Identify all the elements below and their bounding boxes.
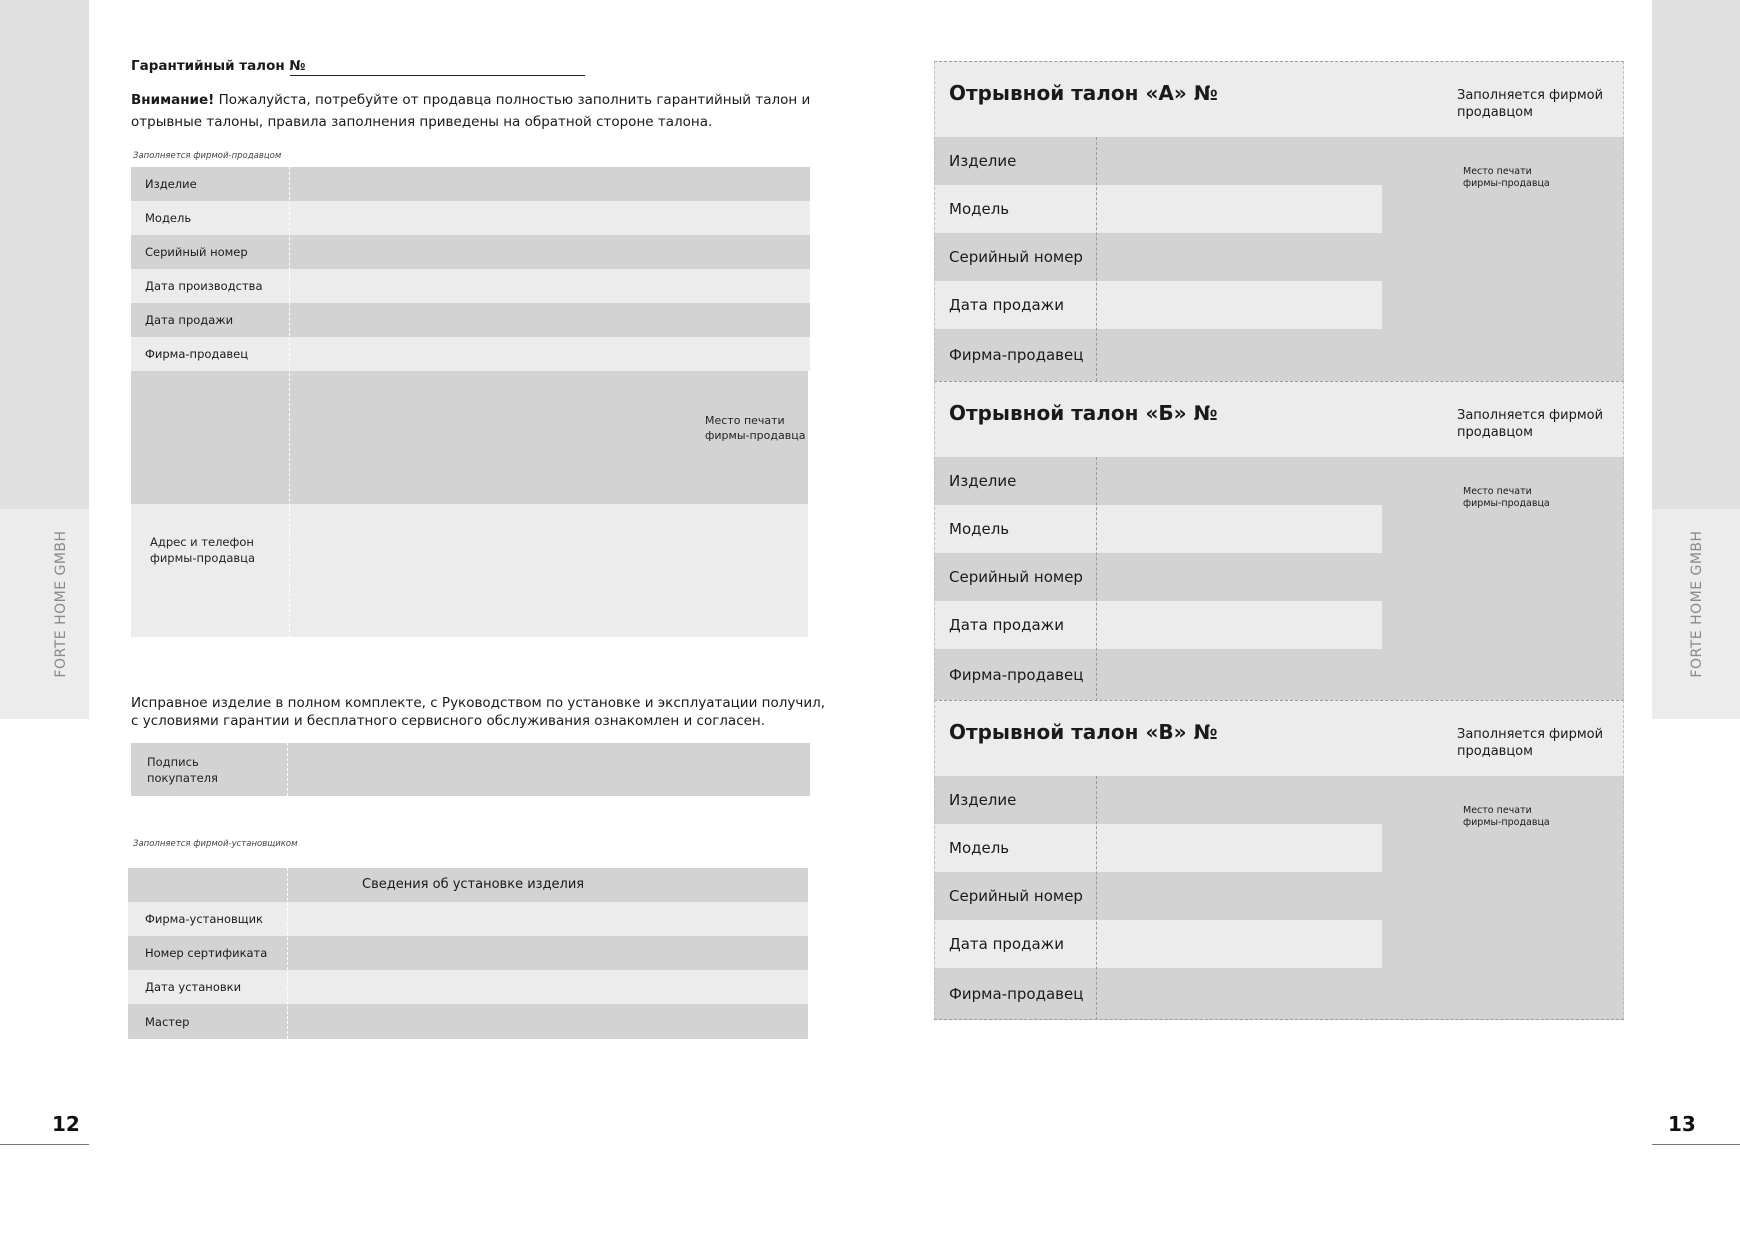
coupon-stamp-label [1463, 166, 1550, 190]
stamp-line: фирмы-продавца [1463, 817, 1550, 828]
coupon-row [934, 968, 1382, 1020]
address-label-line: фирмы-продавца [150, 551, 256, 565]
cut-line [1623, 381, 1624, 701]
row-label: Мастер [145, 1014, 190, 1029]
installer-table [128, 868, 808, 1039]
attention-bold: Внимание! [131, 92, 215, 108]
address-area [131, 504, 808, 637]
cut-line [934, 700, 1624, 701]
table-row [131, 235, 810, 269]
row-label: Дата продажи [949, 935, 1064, 953]
row-label: Фирма-продавец [949, 666, 1084, 684]
coupon-row [934, 457, 1382, 505]
stamp-line: Место печати [1463, 486, 1532, 497]
coupon-title: Отрывной талон «А» № [949, 81, 1218, 105]
fill-note-line: продавцом [1457, 744, 1533, 759]
left-side-band [0, 0, 89, 509]
coupon-stamp-label [1463, 486, 1550, 510]
column-divider [287, 868, 288, 1039]
coupon-row [934, 601, 1382, 649]
row-label: Фирма-продавец [949, 346, 1084, 364]
consent-text [131, 694, 825, 730]
warranty-number-line[interactable] [290, 75, 585, 76]
row-label: Серийный номер [949, 887, 1083, 905]
row-label: Изделие [949, 791, 1017, 809]
row-label: Дата продажи [949, 296, 1064, 314]
coupon-row [934, 281, 1382, 329]
table-row [128, 936, 808, 970]
table-row [128, 902, 808, 936]
row-label: Изделие [949, 152, 1017, 170]
coupon-fill-note [1457, 726, 1617, 760]
stamp-line: фирмы-продавца [1463, 498, 1550, 509]
coupon-row [934, 329, 1382, 381]
cut-line [934, 61, 935, 381]
cut-line [1623, 700, 1624, 1020]
table-row [131, 337, 810, 371]
table-row [131, 303, 810, 337]
address-label-line: Адрес и телефон [150, 535, 254, 549]
coupon-row [934, 920, 1382, 968]
coupon-fill-note [1457, 407, 1617, 441]
cut-line [934, 381, 1624, 382]
coupon-row [934, 649, 1382, 701]
coupon-row [934, 553, 1382, 601]
column-divider [287, 743, 288, 796]
warranty-title: Гарантийный талон № [131, 58, 306, 74]
row-label: Модель [949, 839, 1010, 857]
fill-note-line: продавцом [1457, 105, 1533, 120]
table-row [131, 167, 810, 201]
row-label: Дата установки [145, 980, 242, 994]
attention-text: Пожалуйста, потребуйте от продавца полностью заполнить гарантийный талон и отрывные талоны, правила заполнения приведены на обратной стороне талона. [131, 92, 811, 130]
right-page-rule [1652, 1144, 1740, 1145]
left-page-rule [0, 1144, 89, 1145]
attention-note [131, 89, 831, 133]
coupon-row [934, 505, 1382, 553]
cut-line [1623, 61, 1624, 381]
row-label: Серийный номер [949, 568, 1083, 586]
seller-caption: Заполняется фирмой-продавцом [133, 151, 282, 161]
column-divider [1096, 457, 1097, 701]
coupon-row [934, 776, 1382, 824]
coupon-stamp-label [1463, 805, 1550, 829]
fill-note-line: продавцом [1457, 425, 1533, 440]
table-row [131, 201, 810, 235]
installer-caption: Заполняется фирмой-установщиком [133, 839, 298, 849]
row-label: Изделие [145, 177, 197, 191]
left-side-band-tab [0, 509, 89, 719]
stamp-label-line: фирмы-продавца [705, 429, 806, 442]
coupon-a [934, 61, 1624, 381]
cut-line [934, 700, 935, 1020]
row-label: Серийный номер [145, 245, 248, 259]
stamp-line: фирмы-продавца [1463, 178, 1550, 189]
coupon-row [934, 233, 1382, 281]
coupon-b [934, 381, 1624, 701]
right-page-number: 13 [1668, 1112, 1696, 1136]
left-page-number: 12 [52, 1112, 80, 1136]
seller-table [131, 167, 810, 637]
cut-line [934, 381, 935, 701]
row-label: Фирма-продавец [949, 985, 1084, 1003]
coupon-v [934, 700, 1624, 1020]
install-header: Сведения об установке изделия [362, 877, 585, 892]
signature-label-line: Подпись [147, 755, 199, 769]
row-label: Серийный номер [949, 248, 1083, 266]
column-divider [1096, 776, 1097, 1020]
row-label: Дата продажи [949, 616, 1064, 634]
coupon-title: Отрывной талон «Б» № [949, 401, 1218, 425]
stamp-line: Место печати [1463, 166, 1532, 177]
coupon-row [934, 824, 1382, 872]
row-label: Фирма-продавец [145, 347, 249, 361]
fill-note-line: Заполняется фирмой [1457, 408, 1604, 423]
fill-note-line: Заполняется фирмой [1457, 727, 1604, 742]
signature-row [131, 743, 810, 796]
signature-label-line: покупателя [147, 771, 218, 785]
cut-line [934, 61, 1624, 62]
stamp-line: Место печати [1463, 805, 1532, 816]
row-label: Дата производства [145, 279, 263, 293]
row-label: Модель [949, 200, 1010, 218]
stamp-label-line: Место печати [705, 414, 785, 427]
right-side-band [1652, 0, 1740, 509]
left-company-label: FORTE HOME GMBH [53, 530, 69, 678]
table-row [128, 1004, 808, 1039]
table-row [131, 269, 810, 303]
row-label: Модель [145, 211, 192, 225]
column-divider [1096, 137, 1097, 381]
address-label [150, 534, 255, 566]
row-label: Изделие [949, 472, 1017, 490]
column-divider [289, 167, 290, 637]
coupon-fill-note [1457, 87, 1617, 121]
consent-line: Исправное изделие в полном комплекте, с Руководством по установке и эксплуатации получил, [131, 695, 826, 711]
signature-label [147, 754, 218, 786]
row-label: Дата продажи [145, 313, 234, 327]
coupon-row [934, 185, 1382, 233]
cut-line [934, 1019, 1624, 1020]
right-company-label: FORTE HOME GMBH [1689, 530, 1705, 678]
fill-note-line: Заполняется фирмой [1457, 88, 1604, 103]
stamp-label [705, 413, 805, 443]
coupon-row [934, 872, 1382, 920]
coupon-row [934, 137, 1382, 185]
row-label: Номер сертификата [145, 946, 268, 960]
row-label: Модель [949, 520, 1010, 538]
coupon-title: Отрывной талон «В» № [949, 720, 1218, 744]
consent-line: с условиями гарантии и бесплатного сервисного обслуживания ознакомлен и согласен. [131, 713, 766, 729]
row-label: Фирма-установщик [145, 912, 264, 926]
table-row [128, 970, 808, 1004]
